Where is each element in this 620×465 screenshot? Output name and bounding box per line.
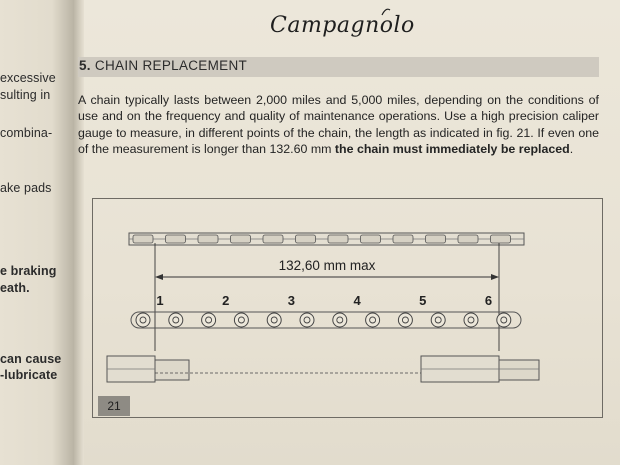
logo-flourish-icon (381, 7, 391, 17)
left-fragment-4: ake pads (0, 181, 52, 195)
link-number: 3 (287, 293, 296, 308)
section-header (78, 57, 599, 77)
chain-roller (300, 313, 314, 327)
section-title: CHAIN REPLACEMENT (94, 58, 248, 73)
left-fragment-6: eath. (0, 281, 30, 295)
body-text-bold: the chain must immediately be replaced (334, 141, 570, 156)
left-fragment-1: excessive (0, 71, 56, 85)
side-link-plate (166, 235, 186, 243)
measurement-label: 132,60 mm max (278, 258, 376, 273)
left-fragment-3: combina- (0, 126, 53, 140)
chain-roller (202, 313, 216, 327)
chain-roller (234, 313, 248, 327)
side-link-plate (328, 235, 348, 243)
side-link-plate (361, 235, 381, 243)
link-number: 1 (156, 293, 164, 308)
chain-roller (497, 313, 511, 327)
manual-page (74, 0, 620, 465)
side-link-plate (393, 235, 413, 243)
left-fragment-5: e braking (0, 264, 57, 278)
body-paragraph (78, 92, 599, 157)
chain-roller (431, 313, 445, 327)
brand-logo: Campagnolo (270, 13, 415, 38)
side-link-plate (198, 235, 218, 243)
body-text-main: A chain typically lasts between 2,000 miles and 5,000 miles, depending on the conditions of use and on the frequency and quality of maintenance operations. Use a high precision caliper gauge to measure, in different points of the chain, the length as indicated in fig. 21. If even one of the measurement is longer than 132.60 mm (78, 93, 599, 156)
chain-roller (169, 313, 183, 327)
measurement-dimension (155, 243, 499, 351)
chain-roller (366, 313, 380, 327)
link-number: 2 (222, 293, 230, 308)
chain-front-view (131, 312, 521, 328)
chain-side-view-top (129, 233, 524, 245)
link-number: 5 (419, 293, 427, 308)
chain-roller (464, 313, 478, 327)
left-fragment-2: sulting in (0, 88, 51, 102)
side-link-plate (426, 235, 446, 243)
figure-21 (92, 198, 603, 418)
link-number: 6 (484, 293, 493, 308)
left-fragment-8: -lubricate (0, 368, 58, 382)
figure-number-label: 21 (98, 396, 130, 416)
side-link-plate (231, 235, 251, 243)
link-number: 4 (353, 293, 361, 308)
chain-roller (333, 313, 347, 327)
side-link-plate (296, 235, 316, 243)
side-link-plate (133, 235, 153, 243)
left-page-edge (0, 0, 74, 465)
section-number: 5. (79, 58, 91, 73)
body-text-end: . (569, 141, 574, 156)
caliper-jaws (107, 356, 539, 382)
chain-roller (136, 313, 150, 327)
section-heading (79, 58, 247, 73)
link-numbers (156, 293, 492, 308)
chain-roller (267, 313, 281, 327)
side-link-plate (491, 235, 511, 243)
left-fragment-7: can cause (0, 352, 62, 366)
side-link-plate (458, 235, 478, 243)
side-link-plate (263, 235, 283, 243)
chain-measurement-diagram (93, 199, 602, 417)
chain-roller (398, 313, 412, 327)
